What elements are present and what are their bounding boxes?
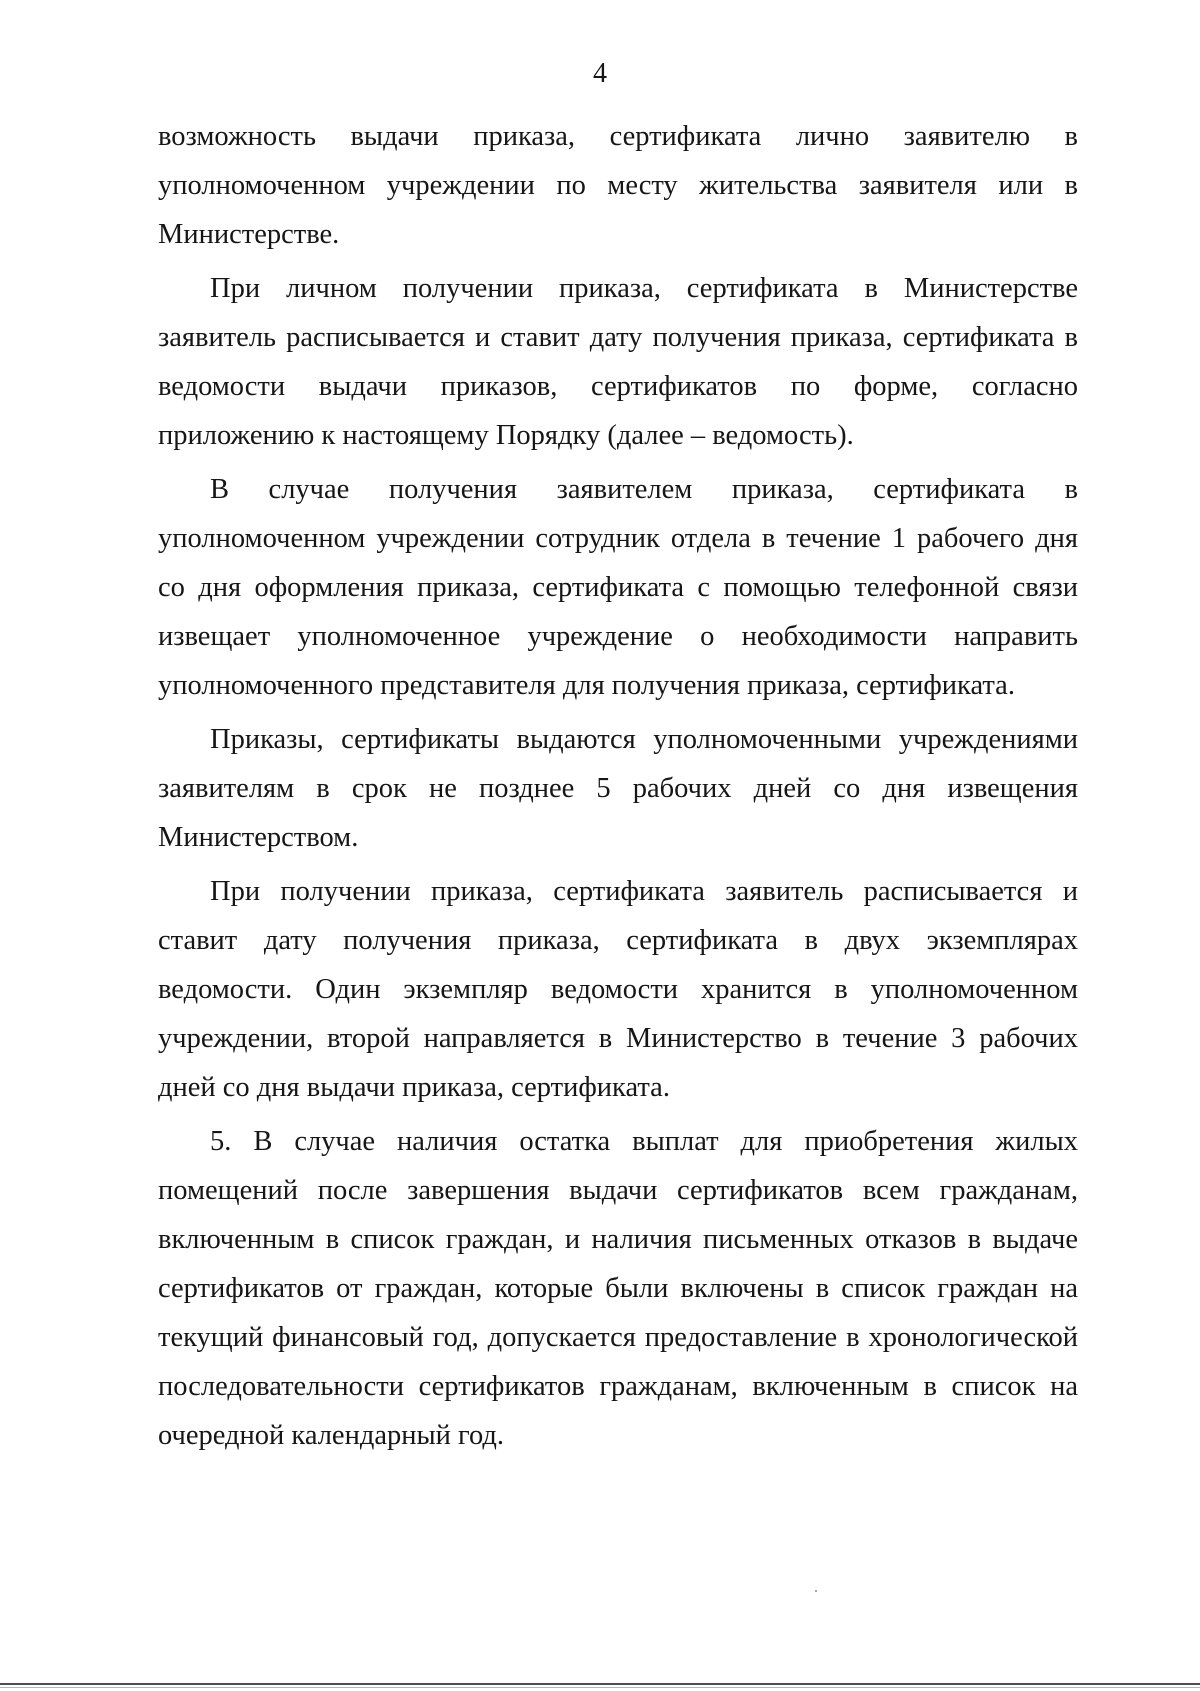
paragraph-continuation: возможность выдачи приказа, сертификата лично заявителю в уполномоченном учреждении по месту жительства заявителя или в Министерстве. xyxy=(158,121,1078,250)
document-body xyxy=(158,112,1078,1460)
scan-bottom-edge-line xyxy=(0,1683,1200,1685)
paragraph-item-5: 5. В случае наличия остатка выплат для приобретения жилых помещений после завершения выдачи сертификатов всем гражданам, включенным в список граждан, и наличия письменных отказов в выдаче сертификатов от граждан, которые были включены в список граждан на текущий финансовый год, допускается предоставление в хронологической последовательности сертификатов гражданам, включенным в список на очередной календарный год. xyxy=(158,1126,1078,1451)
paragraph-authorized-institution: В случае получения заявителем приказа, сертификата в уполномоченном учреждении сотрудник отдела в течение 1 рабочего дня со дня оформления приказа, сертификата с помощью телефонной связи извещает уполномоченное учреждение о необходимости направить уполномоченного представителя для получения приказа, сертификата. xyxy=(158,474,1078,701)
paragraph-issue-deadline: Приказы, сертификаты выдаются уполномоченными учреждениями заявителям в срок не позднее 5 рабочих дней со дня извещения Министерством. xyxy=(158,724,1078,853)
scan-bottom-edge-shadow xyxy=(0,1687,1200,1688)
paragraph-personal-receipt: При личном получении приказа, сертификата в Министерстве заявитель расписывается и ставит дату получения приказа, сертификата в ведомости выдачи приказов, сертификатов по форме, согласно приложению к настоящему Порядку (далее – ведомость). xyxy=(158,273,1078,451)
scan-speck xyxy=(815,1590,817,1592)
paragraph-statement-copies: При получении приказа, сертификата заявитель расписывается и ставит дату получения приказа, сертификата в двух экземплярах ведомости. Один экземпляр ведомости хранится в уполномоченном учреждении, второй направляется в Министерство в течение 3 рабочих дней со дня выдачи приказа, сертификата. xyxy=(158,876,1078,1103)
page-number: 4 xyxy=(593,58,607,89)
